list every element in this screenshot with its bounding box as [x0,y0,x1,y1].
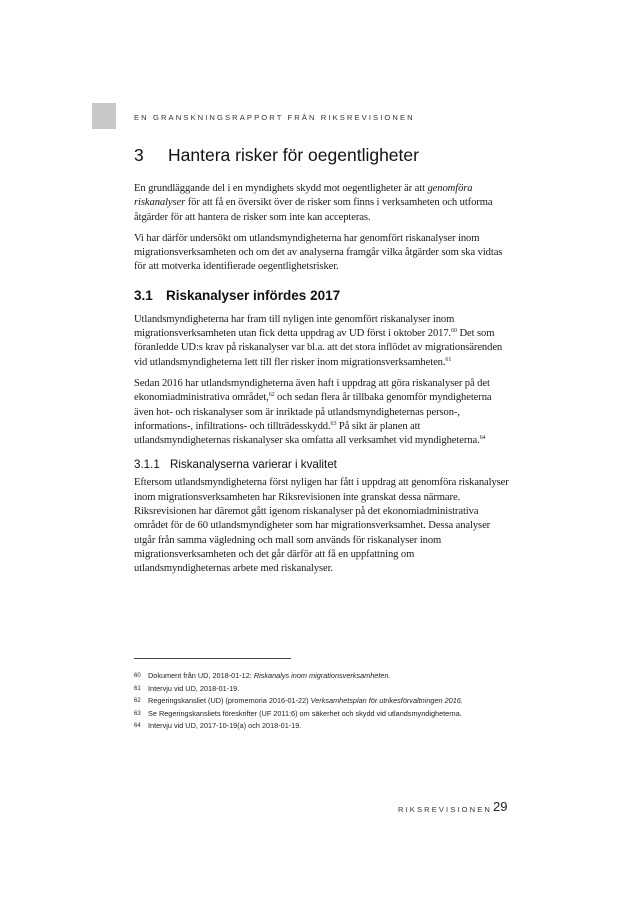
chapter-number: 3 [134,145,144,165]
footnote-number: 63 [134,710,141,717]
footnote: 63 Se Regeringskansliets föreskrifter (UF 2011:6) om säkerhet och skydd vid utlandsmyndigheterna. [134,708,534,721]
footnotes [134,670,534,733]
subsection-number: 3.1.1 [134,458,160,472]
footnote-ref[interactable]: 60 [451,328,457,335]
footnote: 62 Regeringskansliet (UD) (promemoria 2016-01-22) Verksamhetsplan för utrikesförvaltningen 2016. [134,695,534,708]
emphasis-genomfora-riskanalyser: genomföra riskanalyser [134,183,473,209]
chapter-heading [134,145,509,166]
footnote: 60 Dokument från UD, 2018-01-12: Riskanalys inom migrationsverksamheten. [134,670,534,683]
running-head: EN GRANSKNINGSRAPPORT FRÅN RIKSREVISIONEN [134,113,415,122]
footnote-divider [134,658,291,659]
page-number: 29 [493,799,508,814]
section-title: Riskanalyser infördes 2017 [166,287,341,303]
footnote-ref[interactable]: 61 [445,356,452,363]
chapter-title: Hantera risker för oegentligheter [168,145,419,165]
footer-label: RIKSREVISIONEN [398,805,492,814]
header-marker-box [92,103,116,129]
footnote-number: 60 [134,673,141,679]
footnote: 61 Intervju vid UD, 2018-01-19. [134,683,534,696]
section-3-1-1-paragraph-1: Eftersom utlandsmyndigheterna först nyligen har fått i uppdrag att genomföra riskanalyser inom migrationsverksamheten har Riksrevisionen inte granskat dessa närmare. Riksrevisionen har däremot gått igenom riskanalyser på det ekonomiadministrativa området för de 60 utlandsmyndigheter som har migrationsverksamhet. Dessa analyser utgår från samma vägledning och mall som används för riskanalyser inom migrationsverksamheten och det går därför att få en uppfattning om utlandsmyndigheternas arbete med riskanalyser. [134,477,509,575]
main-content [134,145,509,584]
section-number: 3.1 [134,287,153,303]
footnote: 64 Intervju vid UD, 2017-10-19(a) och 2018-01-19. [134,720,534,733]
footnote-number: 64 [134,723,141,730]
section-heading-3-1 [134,288,509,303]
intro-paragraph-2: Vi har därför undersökt om utlandsmyndigheterna har genomfört riskanalyser inom migrationsverksamheten och om det av analyserna framgår vilka åtgärder som ska vidtas för att motverka identifierade oegentlighetsrisker. [134,232,503,273]
section-3-1-paragraph-2: Sedan 2016 har utlandsmyndigheterna även haft i uppdrag att göra riskanalyser på det ekonomiadministrativa området,$^{62}$ och sedan flera år tillbaka genomför myndigheterna även hot- och riskanalyser som är inriktade på utlandsmyndigheternas person-, informations-, infiltrations- och tillträdesskydd.$^{63}$ På sikt är planen att utlandsmyndigheternas riskanalyser ska omfatta all verksamhet vid myndigheterna.$^{64}$ [134,377,492,447]
footnote-number: 62 [134,698,141,705]
footnote-ref[interactable]: 62 [268,392,275,399]
footnote-ref[interactable]: 64 [479,435,486,442]
subsection-title: Riskanalyserna varierar i kvalitet [170,458,337,472]
footnote-ref[interactable]: 63 [330,420,337,427]
section-3-1-paragraph-1: Utlandsmyndigheterna har fram till nyligen inte genomfört riskanalyser inom migrationsverksamheten utan fick detta uppdrag av UD först i oktober 2017.60 Det som föranledde UD:s krav på riskanalyser var bl.a. att det stora inflödet av migrationsärenden vid utlandsmyndigheterna lett till fler risker inom migrationsverksamheten.$^{61}$ [134,313,503,368]
footnote-number: 61 [134,685,141,692]
intro-paragraph-1: En grundläggande del i en myndighets skydd mot oegentligheter är att genomföra riskanalyser för att få en översikt över de risker som finns i verksamheten och utforma åtgärder för att hantera de risker som inte kan accepteras. [134,183,493,223]
subsection-heading-3-1-1 [134,458,509,471]
